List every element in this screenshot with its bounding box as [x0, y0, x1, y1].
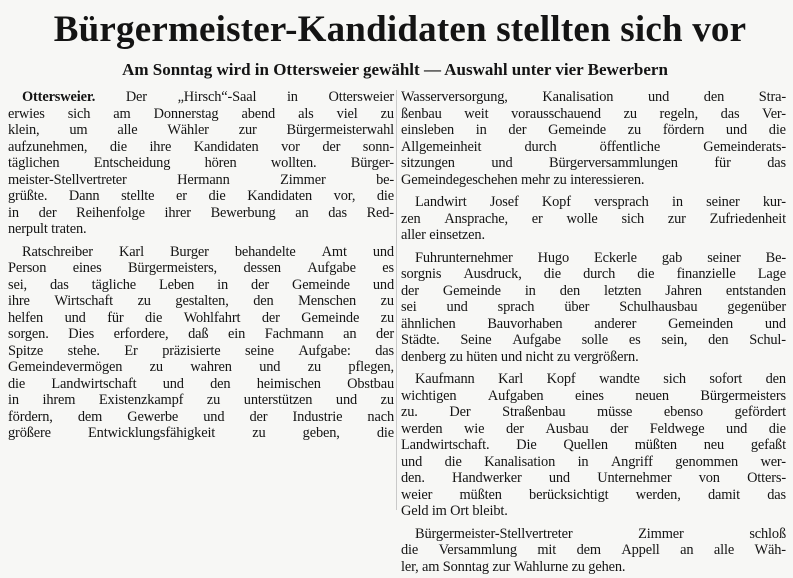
article-column-left — [8, 89, 394, 442]
text-line: sorgnis Ausdruck, die durch die finanzielle Lage — [401, 266, 786, 282]
article-paragraph — [401, 194, 786, 244]
article-paragraph — [401, 526, 786, 576]
text-line: und die Kanalisation in Angriff genommen wer- — [401, 453, 786, 470]
text-line: in der Reihenfolge ihrer Bewerbung an das Red- — [8, 204, 394, 221]
article-paragraph — [401, 371, 786, 520]
text-line: Wasserversorgung, Kanalisation und den Stra- — [401, 89, 786, 105]
text-line: aller einsetzen. — [401, 227, 485, 243]
text-line: denberg zu hüten und nicht zu vergrößern. — [401, 348, 639, 365]
article-paragraph — [401, 89, 786, 188]
text-line: zen Ansprache, er wolle sich zur Zufriedenheit — [401, 210, 786, 227]
text-line: Landwirt Josef Kopf versprach in seiner kur- — [415, 194, 786, 210]
text-line: Bürgermeister-Stellvertreter Zimmer schloß — [415, 525, 786, 542]
text-line: Person eines Bürgermeisters, dessen Aufgabe es — [8, 260, 394, 276]
article-paragraph — [8, 89, 394, 238]
article-paragraph — [8, 244, 394, 442]
text-line: Landwirtschaft. Die Quellen müßten neu gefaßt — [401, 437, 786, 453]
subheadline: Am Sonntag wird in Ottersweier gewählt — Auswahl unter vier Bewerbern — [122, 60, 668, 79]
text-line: sei und sprach über Schulhausbau gegenüber — [401, 299, 786, 315]
text-line: Kaufmann Karl Kopf wandte sich sofort den — [415, 371, 786, 387]
text-line: der Gemeinde in den letzten Jahren entstanden — [401, 282, 786, 299]
text-line: ßenbau weit vorausschauend zu regeln, das Ver- — [401, 105, 786, 122]
headline: Bürgermeister-Kandidaten stellten sich vor — [53, 9, 747, 50]
text-line: Ottersweier. Der „Hirsch“-Saal in Ottersweier — [22, 89, 394, 105]
text-line: sei, das tägliche Leben in der Gemeinde und — [8, 276, 394, 293]
text-line: Gemeindevermögen zu wahren und zu pflegen, — [8, 359, 394, 375]
text-line: die Versammlung mit dem Appell an alle Wäh- — [401, 542, 786, 558]
text-line: zu. Der Straßenbau müsse ebenso gefördert — [401, 404, 786, 420]
text-line: helfen und für die Wohlfahrt der Gemeinde zu — [8, 309, 394, 326]
text-line: grüßte. Dann stellte er die Kandidaten vor, die — [8, 188, 394, 204]
text-line: erwies sich am Donnerstag abend als viel zu — [8, 105, 394, 122]
text-line: klein, um alle Wähler zur Bürgermeisterwahl — [8, 122, 394, 138]
column-divider — [396, 90, 397, 510]
text-line: meister-Stellvertreter Hermann Zimmer be- — [8, 171, 394, 188]
text-line: ihre Wirtschaft zu gestalten, den Menschen zu — [8, 293, 394, 309]
text-line: die Landwirtschaft und den heimischen Obstbau — [8, 375, 394, 392]
text-line: Geld im Ort bleibt. — [401, 503, 508, 519]
text-line: einsleben in der Gemeinde zu fördern und die — [401, 122, 786, 138]
article-column-right — [401, 89, 786, 575]
text-line: werden wie der Ausbau der Feldwege und die — [401, 420, 786, 437]
text-line: größere Entwicklungsfähigkeit zu geben, die — [8, 425, 394, 441]
text-line: Allgemeinheit durch öffentliche Gemeinderats- — [401, 138, 786, 155]
text-line: Fuhrunternehmer Hugo Eckerle gab seiner Be- — [415, 249, 786, 266]
text-line: fördern, dem Gewerbe und der Industrie nach — [8, 408, 394, 425]
text-line: Spitze stehe. Er präzisierte seine Aufgabe: das — [8, 342, 394, 359]
text-line: Ratschreiber Karl Burger behandelte Amt und — [22, 243, 394, 260]
text-line: Gemeindegeschehen mehr zu interessieren. — [401, 171, 645, 188]
text-line: sorgen. Dies erfordere, daß ein Fachmann an der — [8, 326, 394, 342]
text-line: aufzunehmen, die ihre Kandidaten vor der sonn- — [8, 138, 394, 155]
article-paragraph — [401, 250, 786, 366]
text-line: wichtigen Aufgaben eines neuen Bürgermeisters — [401, 387, 786, 404]
text-line: den. Handwerker und Unternehmer von Otters- — [401, 470, 786, 486]
text-line: Städte. Seine Aufgabe solle es sein, den Schul- — [401, 332, 786, 348]
text-line: ler, am Sonntag zur Wahlurne zu gehen. — [401, 558, 626, 575]
text-line: weier müßten berücksichtigt werden, damit das — [401, 486, 786, 503]
text-line: ähnlichen Bauvorhaben anderer Gemeinden und — [401, 315, 786, 332]
text-line: in ihrem Existenzkampf zu unterstützen und zu — [8, 392, 394, 408]
text-line: sitzungen und Bürgerversammlungen für das — [401, 155, 786, 171]
text-line: täglichen Entscheidung hören wollten. Bürger- — [8, 155, 394, 171]
text-line: nerpult traten. — [8, 221, 87, 237]
